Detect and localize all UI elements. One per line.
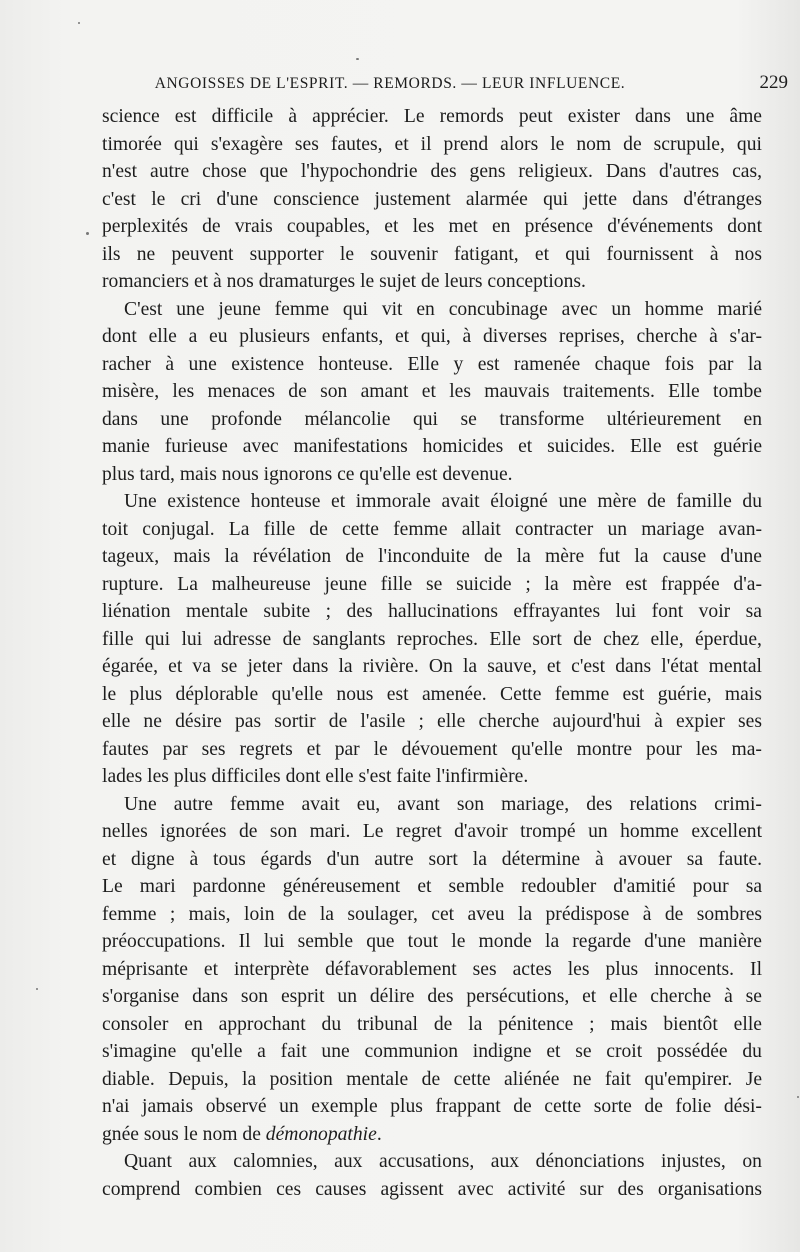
text-line: n'ai jamais observé un exemple plus frappant de cette sorte de folie dési- bbox=[102, 1096, 762, 1117]
text-line: Quant aux calomnies, aux accusations, aux dénonciations injustes, on bbox=[124, 1151, 762, 1172]
text-line: timorée qui s'exagère ses fautes, et il prend alors le nom de scrupule, qui bbox=[102, 133, 762, 155]
text-fragment: . bbox=[376, 1123, 382, 1145]
text-line: lades les plus difficiles dont elle s'est faite l'infirmière. bbox=[102, 766, 529, 787]
text-line: femme ; mais, loin de la soulager, cet aveu la prédispose à de sombres bbox=[102, 903, 762, 925]
text-line: Une existence honteuse et immorale avait éloigné une mère de famille du bbox=[124, 491, 762, 512]
text-line: préoccupations. Il lui semble que tout le monde la regarde d'une manière bbox=[102, 931, 762, 952]
text-line: comprend combien ces causes agissent avec activité sur des organisations bbox=[102, 1178, 762, 1200]
text-line: nelles ignorées de son mari. Le regret d'avoir trompé un homme excellent bbox=[102, 821, 762, 842]
text-line: racher à une existence honteuse. Elle y est ramenée chaque fois par la bbox=[102, 353, 762, 375]
text-line: ils ne peuvent supporter le souvenir fatigant, et qui fournissent à nos bbox=[102, 243, 762, 265]
text-line: méprisante et interprète défavorablement ses actes les plus innocents. Il bbox=[102, 958, 762, 980]
text-line: tageux, mais la révélation de l'inconduite de la mère fut la cause d'une bbox=[102, 546, 762, 567]
text-line: c'est le cri d'une conscience justement alarmée qui jette dans d'étranges bbox=[102, 188, 762, 210]
paper-speck bbox=[797, 1096, 799, 1098]
text-line: s'imagine qu'elle a fait une communion indigne et se croit possédée du bbox=[102, 1041, 762, 1062]
text-line: dans une profonde mélancolie qui se transforme ultérieurement en bbox=[102, 408, 762, 430]
text-line: consoler en approchant du tribunal de la pénitence ; mais bientôt elle bbox=[102, 1013, 762, 1035]
body-text bbox=[102, 103, 762, 1203]
text-line: misère, les menaces de son amant et les mauvais traitements. Elle tombe bbox=[102, 381, 762, 402]
text-fragment: gnée sous le nom de bbox=[102, 1123, 266, 1145]
text-line: s'organise dans son esprit un délire des persécutions, et elle cherche à se bbox=[102, 986, 762, 1007]
text-line: le plus déplorable qu'elle nous est amenée. Cette femme est guérie, mais bbox=[102, 683, 762, 705]
page-number: 229 bbox=[759, 72, 788, 93]
text-line: liénation mentale subite ; des hallucinations effrayantes lui font voir sa bbox=[102, 601, 762, 622]
paper-speck bbox=[86, 232, 89, 235]
paper-speck bbox=[78, 22, 80, 24]
paragraph-2 bbox=[102, 296, 762, 489]
text-line-final bbox=[102, 1121, 762, 1149]
text-line: égarée, et va se jeter dans la rivière. On la sauve, et c'est dans l'état mental bbox=[102, 656, 762, 677]
paper-speck bbox=[36, 988, 38, 990]
text-line: rupture. La malheureuse jeune fille se suicide ; la mère est frappée d'a- bbox=[102, 573, 762, 595]
text-line: perplexités de vrais coupables, et les met en présence d'événements dont bbox=[102, 216, 762, 237]
text-line: elle ne désire pas sortir de l'asile ; elle cherche aujourd'hui à expier ses bbox=[102, 711, 762, 732]
text-line: C'est une jeune femme qui vit en concubinage avec un homme marié bbox=[124, 298, 762, 320]
text-line: fautes par ses regrets et par le dévouement qu'elle montre pour les ma- bbox=[102, 738, 762, 760]
paragraph-1 bbox=[102, 103, 762, 296]
text-line: Une autre femme avait eu, avant son mariage, des relations crimi- bbox=[124, 793, 762, 815]
text-line: science est difficile à apprécier. Le remords peut exister dans une âme bbox=[102, 106, 762, 127]
text-line: diable. Depuis, la position mentale de cette aliénée ne fait qu'empirer. Je bbox=[102, 1068, 762, 1090]
paragraph-5 bbox=[102, 1148, 762, 1203]
text-line: fille qui lui adresse de sanglants reproches. Elle sort de chez elle, éperdue, bbox=[102, 628, 762, 650]
paper-speck bbox=[356, 58, 359, 60]
text-line: et digne à tous égards d'un autre sort la détermine à avouer sa faute. bbox=[102, 848, 762, 870]
text-line: dont elle a eu plusieurs enfants, et qui, à diverses reprises, cherche à s'ar- bbox=[102, 326, 762, 347]
paragraph-3 bbox=[102, 488, 762, 791]
running-title: ANGOISSES DE L'ESPRIT. — REMORDS. — LEUR INFLUENCE. bbox=[154, 75, 626, 92]
paragraph-4 bbox=[102, 791, 762, 1149]
text-line: n'est autre chose que l'hypochondrie des gens religieux. Dans d'autres cas, bbox=[102, 161, 762, 182]
text-line: romanciers et à nos dramaturges le sujet de leurs conceptions. bbox=[102, 271, 586, 292]
text-line: toit conjugal. La fille de cette femme allait contracter un mariage avan- bbox=[102, 518, 762, 540]
italic-term: démonopathie bbox=[265, 1123, 377, 1145]
text-line: Le mari pardonne généreusement et semble redoubler d'amitié pour sa bbox=[102, 876, 762, 897]
text-line: plus tard, mais nous ignorons ce qu'elle est devenue. bbox=[102, 463, 513, 485]
running-head bbox=[100, 72, 790, 98]
text-line: manie furieuse avec manifestations homicides et suicides. Elle est guérie bbox=[102, 436, 762, 457]
